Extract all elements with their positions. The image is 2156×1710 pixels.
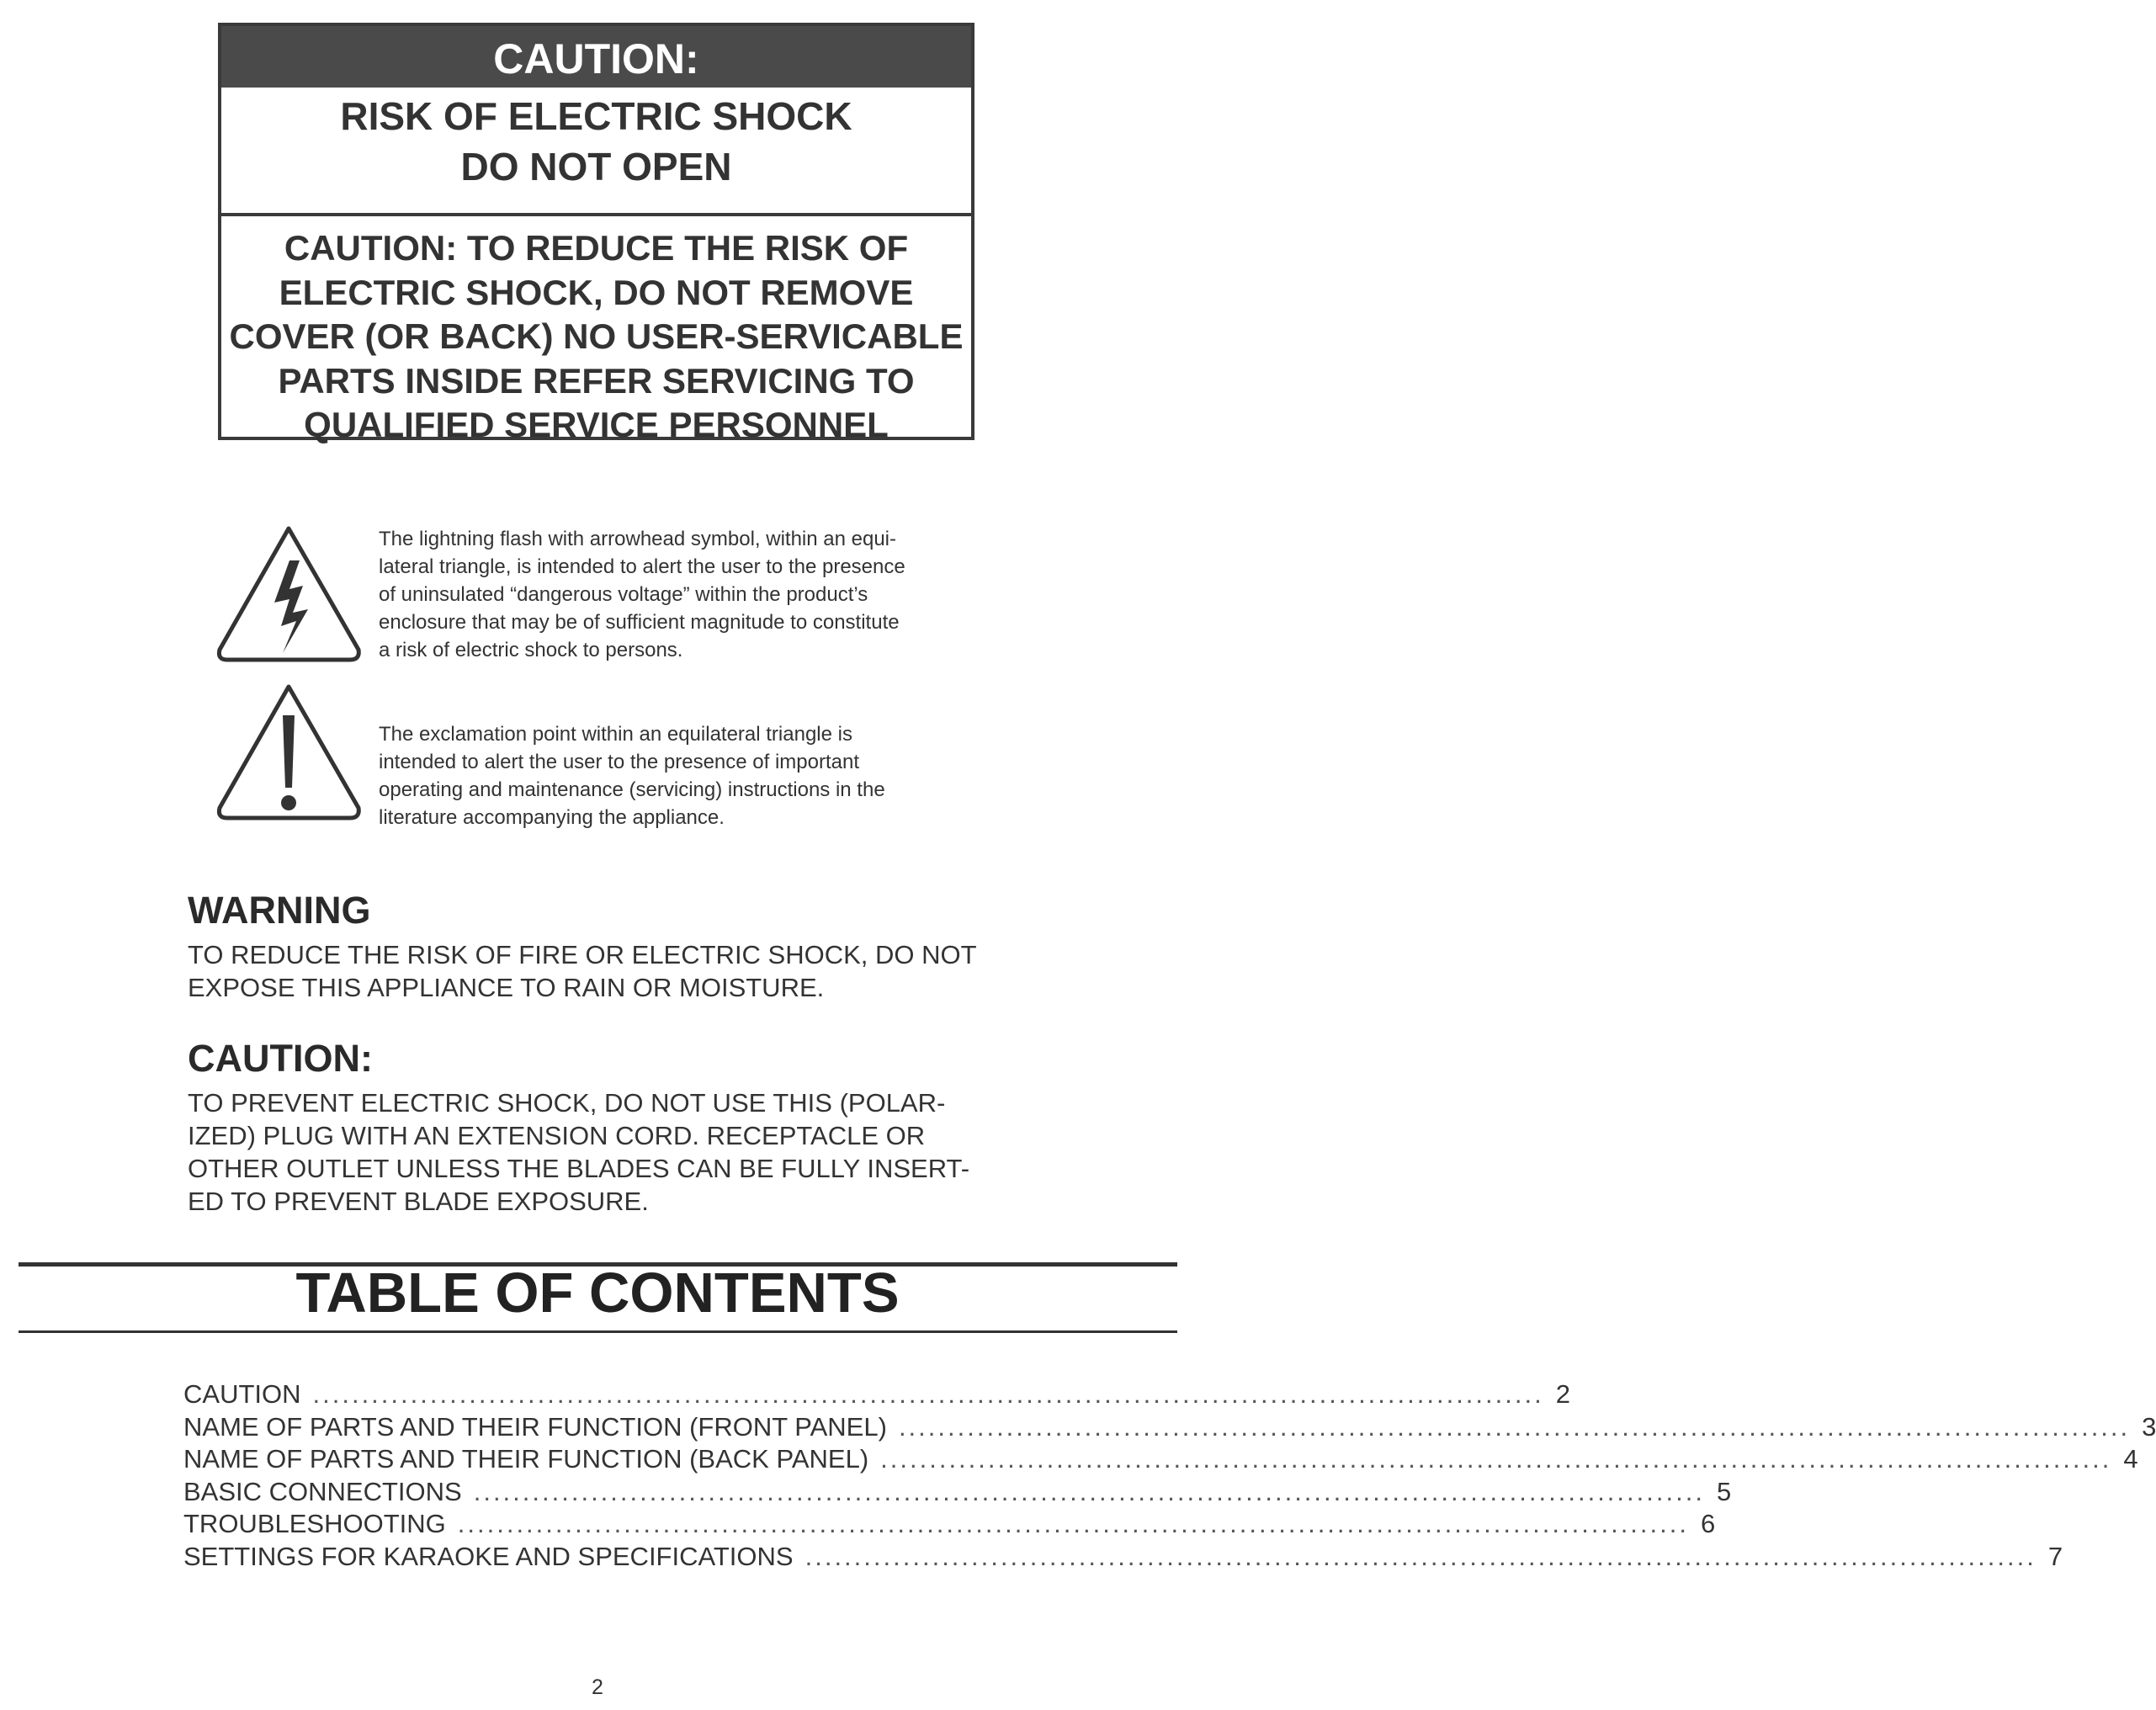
risk-line: RISK OF ELECTRIC SHOCK <box>340 94 852 138</box>
toc-leader-dots: .............................................................................................................................. <box>880 1444 2112 1474</box>
toc-entry-page: 4 <box>2123 1444 2138 1474</box>
warning-text <box>188 938 979 1004</box>
caution-line: IZED) PLUG WITH AN EXTENSION CORD. RECEPTACLE OR <box>188 1121 926 1150</box>
lightning-warning-icon <box>212 522 365 671</box>
page-number: 2 <box>592 1675 603 1699</box>
toc-leader-dots: .............................................................................................................................. <box>312 1379 1544 1409</box>
toc-entry[interactable] <box>183 1541 2063 1574</box>
description-line: operating and maintenance (servicing) instructions in the <box>379 778 885 801</box>
toc-entry-page: 3 <box>2142 1411 2156 1442</box>
warning-line: EXPOSE THIS APPLIANCE TO RAIN OR MOISTURE. <box>188 973 825 1002</box>
caution-heading: CAUTION: <box>188 1037 373 1080</box>
toc-leader-dots: .............................................................................................................................. <box>457 1509 1689 1538</box>
risk-of-shock-section <box>221 88 971 216</box>
description-line: lateral triangle, is intended to alert the user to the presence <box>379 555 905 578</box>
caution-text <box>188 1086 979 1218</box>
caution-line: OTHER OUTLET UNLESS THE BLADES CAN BE FULLY INSERT- <box>188 1154 970 1183</box>
toc-entry[interactable] <box>183 1476 1732 1509</box>
caution-body-line: QUALIFIED SERVICE PERSONNEL <box>304 405 889 444</box>
toc-entry-label: SETTINGS FOR KARAOKE AND SPECIFICATIONS <box>183 1541 794 1571</box>
description-line: literature accompanying the appliance. <box>379 806 725 829</box>
toc-entry-label: NAME OF PARTS AND THEIR FUNCTION (BACK PANEL) <box>183 1444 869 1474</box>
caution-box-body <box>221 216 971 448</box>
lightning-symbol-description <box>379 525 976 664</box>
description-line: The lightning flash with arrowhead symbol, within an equi- <box>379 528 896 550</box>
toc-entry-page: 2 <box>1555 1379 1570 1409</box>
toc-entry-page: 7 <box>2047 1541 2063 1571</box>
caution-body-line: CAUTION: TO REDUCE THE RISK OF <box>284 228 909 268</box>
caution-box-header: CAUTION: <box>221 26 971 88</box>
toc-leader-dots: .............................................................................................................................. <box>898 1411 2131 1442</box>
toc-entry[interactable] <box>183 1378 1570 1411</box>
toc-entry-page: 5 <box>1716 1476 1732 1506</box>
toc-bottom-rule <box>19 1330 1177 1333</box>
warning-line: TO REDUCE THE RISK OF FIRE OR ELECTRIC SHOCK, DO NOT <box>188 940 977 969</box>
toc-leader-dots: .............................................................................................................................. <box>805 1541 2037 1571</box>
risk-line: DO NOT OPEN <box>460 145 732 189</box>
description-line: enclosure that may be of sufficient magnitude to constitute <box>379 611 900 634</box>
toc-entry-label: TROUBLESHOOTING <box>183 1509 446 1538</box>
caution-line: ED TO PREVENT BLADE EXPOSURE. <box>188 1187 649 1216</box>
exclamation-symbol-description <box>379 720 976 831</box>
caution-body-line: COVER (OR BACK) NO USER-SERVICABLE <box>229 316 964 356</box>
toc-entry[interactable] <box>183 1411 2156 1444</box>
description-line: a risk of electric shock to persons. <box>379 639 683 661</box>
caution-body-line: ELECTRIC SHOCK, DO NOT REMOVE <box>279 272 914 312</box>
toc-title: TABLE OF CONTENTS <box>295 1261 900 1325</box>
warning-heading: WARNING <box>188 889 371 932</box>
caution-body-line: PARTS INSIDE REFER SERVICING TO <box>278 360 915 401</box>
description-line: intended to alert the user to the presence of important <box>379 751 860 773</box>
toc-leader-dots: .............................................................................................................................. <box>473 1476 1705 1506</box>
toc-entry-label: BASIC CONNECTIONS <box>183 1476 462 1506</box>
description-line: of uninsulated “dangerous voltage” within the product’s <box>379 583 868 606</box>
toc-entry[interactable] <box>183 1508 1716 1541</box>
exclamation-warning-icon <box>212 680 365 829</box>
toc-entry-label: NAME OF PARTS AND THEIR FUNCTION (FRONT PANEL) <box>183 1411 887 1442</box>
description-line: The exclamation point within an equilateral triangle is <box>379 723 852 746</box>
toc-list <box>183 1378 2156 1573</box>
toc-entry-label: CAUTION <box>183 1379 301 1409</box>
toc-entry[interactable] <box>183 1443 2138 1476</box>
caution-box <box>218 23 974 444</box>
caution-line: TO PREVENT ELECTRIC SHOCK, DO NOT USE THIS (POLAR- <box>188 1088 946 1118</box>
toc-entry-page: 6 <box>1700 1509 1716 1538</box>
